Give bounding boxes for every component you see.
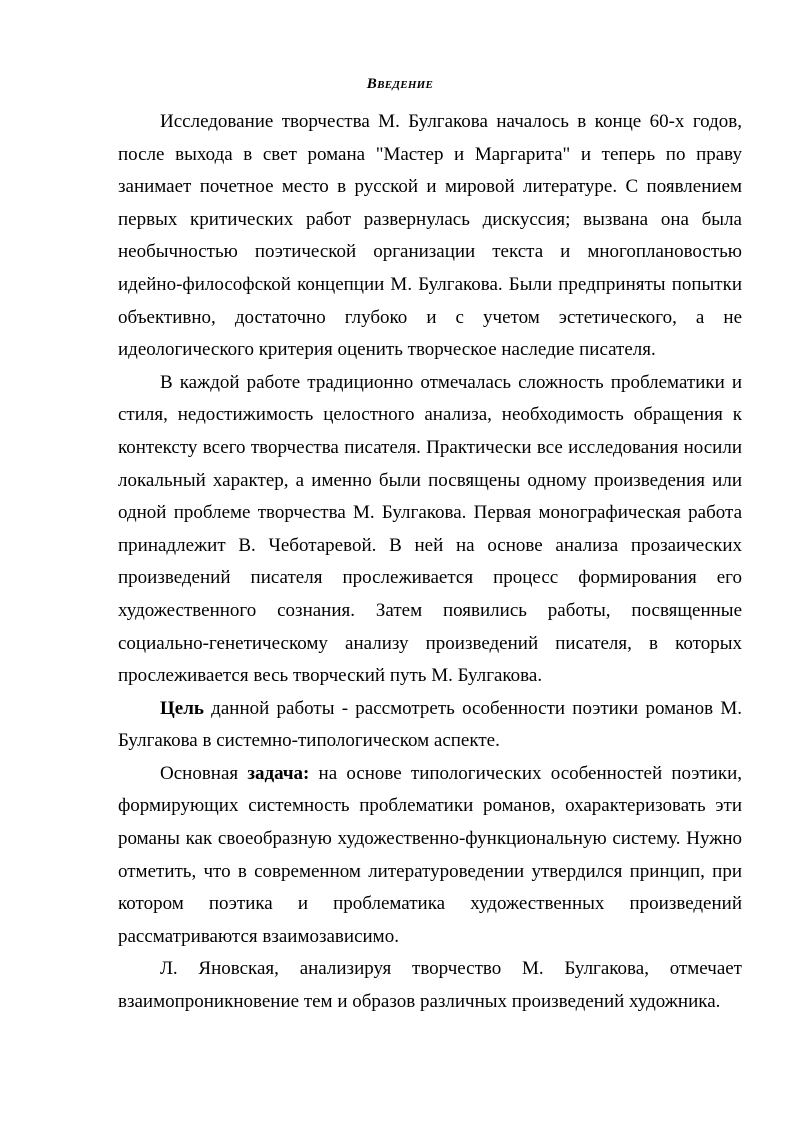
paragraph-task-lead: Основная xyxy=(160,762,248,784)
body-text xyxy=(118,106,742,1019)
paragraph-goal xyxy=(118,693,742,758)
paragraph-task xyxy=(118,758,742,954)
goal-label: Цель xyxy=(160,697,204,719)
page-title: Введение xyxy=(366,76,434,92)
task-label: задача: xyxy=(247,762,310,784)
paragraph-task-text: на основе типологических особенностей поэтики, формирующих системность проблематики романов, охарактеризовать эти романы как своеобразную художественно-функциональную систему. Нужно отметить, что в современном литературоведении утвердился принцип, при котором поэтика и проблематика художественных произведений рассматриваются взаимозависимо. xyxy=(118,762,742,947)
paragraph-goal-text: данной работы - рассмотреть особенности поэтики романов М. Булгакова в системно-типологическом аспекте. xyxy=(118,697,742,752)
paragraph-1: Исследование творчества М. Булгакова началось в конце 60-х годов, после выхода в свет романа "Мастер и Маргарита" и теперь по праву занимает почетное место в русской и мировой литературе. С появлением первых критических работ развернулась дискуссия; вызвана она была необычностью поэтической организации текста и многоплановостью идейно-философской концепции М. Булгакова. Были предприняты попытки объективно, достаточно глубоко и с учетом эстетического, а не идеологического критерия оценить творческое наследие писателя. xyxy=(118,111,742,361)
paragraph-5: Л. Яновская, анализируя творчество М. Булгакова, отмечает взаимопроникновение тем и образов различных произведений художника. xyxy=(118,958,742,1013)
paragraph-2: В каждой работе традиционно отмечалась сложность проблематики и стиля, недостижимость целостного анализа, необходимость обращения к контексту всего творчества писателя. Практически все исследования носили локальный характер, а именно были посвящены одному произведения или одной проблеме творчества М. Булгакова. Первая монографическая работа принадлежит В. Чеботаревой. В ней на основе анализа прозаических произведений писателя прослеживается процесс формирования его художественного сознания. Затем появились работы, посвященные социально-генетическому анализу произведений писателя, в которых прослеживается весь творческий путь М. Булгакова. xyxy=(118,371,742,687)
